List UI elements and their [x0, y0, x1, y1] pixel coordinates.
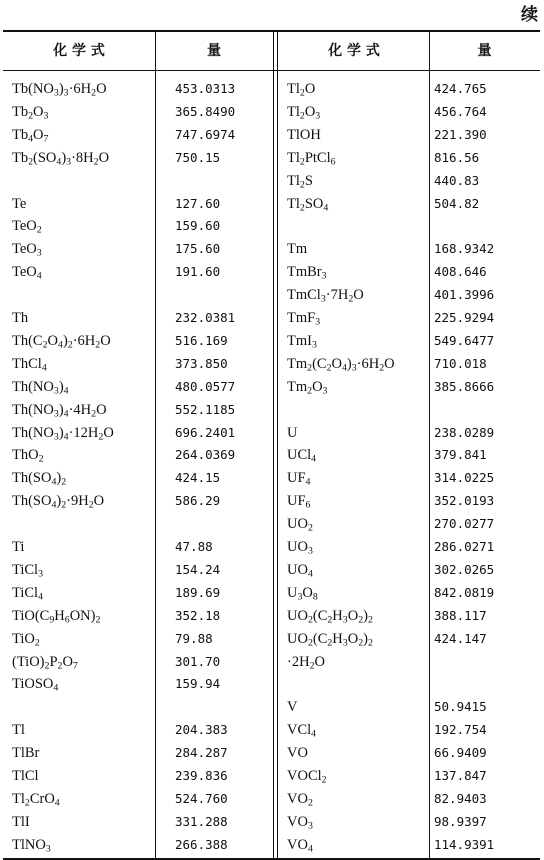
right-value: 401.3996 [434, 287, 495, 303]
left-value: 365.8490 [175, 103, 236, 119]
left-value: 204.383 [175, 722, 228, 738]
left-formula: ThCl$_4$ [12, 355, 47, 374]
left-value: 696.2401 [175, 424, 236, 440]
right-formula: VO [287, 745, 308, 762]
right-formula: TmF$_3$ [287, 310, 321, 328]
column-divider-left [155, 32, 156, 858]
left-formula: TiCl$_3$ [12, 561, 43, 580]
left-value: 175.60 [175, 241, 221, 257]
header-value-right: 量 [477, 43, 492, 59]
right-formula: $VO_2$ [287, 790, 313, 809]
left-value: 159.94 [175, 676, 221, 692]
left-value: 480.0577 [175, 378, 236, 394]
right-value: 98.9397 [434, 813, 487, 829]
right-value: 192.754 [434, 722, 487, 738]
left-value: 47.88 [175, 539, 213, 554]
right-formula: $Tm_2(C_2O_4)_3\cdot 6H_2O$ [287, 355, 395, 374]
left-formula: $Tb(NO_3)_3\cdot 6H_2O$ [12, 81, 107, 99]
left-formula: TeO$_4$ [12, 264, 42, 282]
left-value: 424.15 [175, 470, 221, 486]
table-header [3, 32, 540, 71]
right-formula: $UF_6$ [287, 493, 311, 511]
left-value: 189.69 [175, 584, 221, 600]
left-value: 266.388 [175, 836, 228, 852]
right-formula: UCl$_4$ [287, 447, 317, 465]
right-formula: $TmCl_3\cdot 7H_2O$ [287, 287, 364, 305]
right-value: 456.764 [434, 103, 487, 119]
right-value: 379.841 [434, 447, 487, 463]
right-formula: $U_3O_8$ [287, 584, 318, 603]
right-value: 50.9415 [434, 699, 487, 715]
right-value: 424.147 [434, 630, 487, 646]
right-formula: $Tl_2O$ [287, 81, 316, 99]
center-double-divider [273, 32, 278, 858]
right-value: 225.9294 [434, 310, 495, 325]
left-formula: $(TiO)_2P_2O_7$ [12, 653, 78, 671]
left-formula: $Tb_2(SO_4)_3\cdot 8H_2O$ [12, 149, 110, 168]
left-formula: Ti [12, 539, 25, 555]
left-formula: TeO$_2$ [12, 218, 42, 236]
right-value: 286.0271 [434, 539, 495, 554]
right-value: 408.646 [434, 264, 487, 280]
right-formula: TlOH [287, 126, 321, 143]
left-value: 284.287 [175, 745, 228, 761]
right-value: 66.9409 [434, 745, 487, 761]
molecular-weight-table [3, 30, 540, 860]
right-formula: U [287, 424, 298, 441]
right-formula: $UO_2(C_2H_3O_2)_2$ [287, 607, 373, 626]
right-value: 424.765 [434, 81, 487, 96]
right-formula: TmI$_3$ [287, 332, 317, 351]
right-formula: $Tl_2PtCl_6$ [287, 149, 336, 168]
right-value: 221.390 [434, 126, 487, 142]
right-value: 352.0193 [434, 493, 495, 509]
right-formula: V [287, 699, 298, 716]
right-formula: $Tm_2O_3$ [287, 378, 328, 397]
left-formula: TlCl [12, 768, 39, 784]
column-divider-right [429, 32, 430, 858]
left-value: 191.60 [175, 264, 221, 280]
right-formula: $VO_4$ [287, 836, 313, 855]
left-value: 516.169 [175, 332, 228, 348]
header-value-left: 量 [207, 43, 221, 59]
right-value: 842.0819 [434, 584, 495, 600]
left-formula: $Tb_4O_7$ [12, 126, 49, 145]
right-formula: $Tl_2SO_4$ [287, 195, 329, 213]
left-formula: TeO$_3$ [12, 241, 42, 259]
header-formula-left: 化 学 式 [53, 43, 105, 59]
right-formula: TmBr$_3$ [287, 264, 327, 282]
right-value: 137.847 [434, 768, 487, 783]
left-value: 79.88 [175, 630, 213, 646]
right-value: 504.82 [434, 195, 480, 211]
left-value: 232.0381 [175, 310, 236, 325]
right-formula: Tm [287, 241, 308, 258]
right-value: 440.83 [434, 172, 480, 188]
left-value: 127.60 [175, 195, 221, 211]
left-formula: $Th(SO_4)_2\cdot 9H_2O$ [12, 493, 105, 511]
left-value: 352.18 [175, 607, 221, 623]
left-formula: $Th(NO_3)_4\cdot 12H_2O$ [12, 424, 114, 442]
right-formula: $UF_4$ [287, 470, 311, 488]
right-formula: $Tl_2O_3$ [287, 103, 321, 122]
right-formula: VOCl$_2$ [287, 768, 327, 786]
left-formula: $TiO(C_9H_6ON)_2$ [12, 607, 101, 626]
right-value: 82.9403 [434, 790, 487, 806]
left-value: 159.60 [175, 218, 221, 234]
left-formula: TiCl$_4$ [12, 584, 43, 603]
right-value: 385.8666 [434, 378, 495, 394]
header-formula-right: 化 学 式 [328, 43, 380, 59]
right-value: 549.6477 [434, 332, 495, 348]
left-formula: Tl [12, 722, 25, 739]
left-value: 301.70 [175, 653, 221, 669]
right-value: 816.56 [434, 149, 480, 165]
left-formula: Th [12, 310, 29, 326]
left-value: 154.24 [175, 561, 221, 577]
right-formula: $\cdot 2H_2O$ [287, 653, 325, 671]
right-value: 238.0289 [434, 424, 495, 440]
left-formula: TlNO$_3$ [12, 836, 51, 855]
left-formula: TlI [12, 813, 30, 830]
right-formula: VCl$_4$ [287, 722, 317, 740]
left-formula: ThO$_2$ [12, 447, 44, 465]
right-value: 270.0277 [434, 516, 495, 532]
left-formula: Te [12, 195, 27, 212]
left-formula: $Tb_2O_3$ [12, 103, 49, 122]
right-formula: $UO_2$ [287, 516, 313, 534]
right-value: 302.0265 [434, 561, 495, 577]
left-value: 373.850 [175, 355, 228, 371]
right-value: 710.018 [434, 355, 487, 371]
right-formula: $VO_3$ [287, 813, 313, 832]
left-value: 239.836 [175, 768, 228, 783]
left-formula: $Th(C_2O_4)_2\cdot 6H_2O$ [12, 332, 111, 351]
right-formula: $UO_3$ [287, 539, 313, 557]
left-formula: TiO$_2$ [12, 630, 40, 649]
left-formula: TiOSO$_4$ [12, 676, 59, 694]
left-formula: TlBr [12, 745, 40, 762]
continuation-mark: 续 [521, 5, 538, 25]
left-value: 586.29 [175, 493, 221, 509]
left-value: 552.1185 [175, 401, 236, 417]
right-value: 114.9391 [434, 836, 495, 852]
left-value: 264.0369 [175, 447, 236, 463]
right-value: 314.0225 [434, 470, 495, 486]
right-value: 388.117 [434, 607, 487, 623]
left-formula: $Th(SO_4)_2$ [12, 470, 67, 488]
left-value: 331.288 [175, 813, 228, 829]
left-value: 750.15 [175, 149, 221, 165]
right-formula: $UO_2(C_2H_3O_2)_2$ [287, 630, 373, 649]
left-value: 747.6974 [175, 126, 236, 142]
right-formula: $Tl_2S$ [287, 172, 313, 191]
left-value: 453.0313 [175, 81, 236, 96]
right-formula: $UO_4$ [287, 561, 313, 580]
left-formula: $Tl_2CrO_4$ [12, 790, 60, 809]
right-value: 168.9342 [434, 241, 495, 257]
left-formula: $Th(NO_3)_4\cdot 4H_2O$ [12, 401, 107, 420]
left-value: 524.760 [175, 790, 228, 806]
left-formula: $Th(NO_3)_4$ [12, 378, 69, 397]
